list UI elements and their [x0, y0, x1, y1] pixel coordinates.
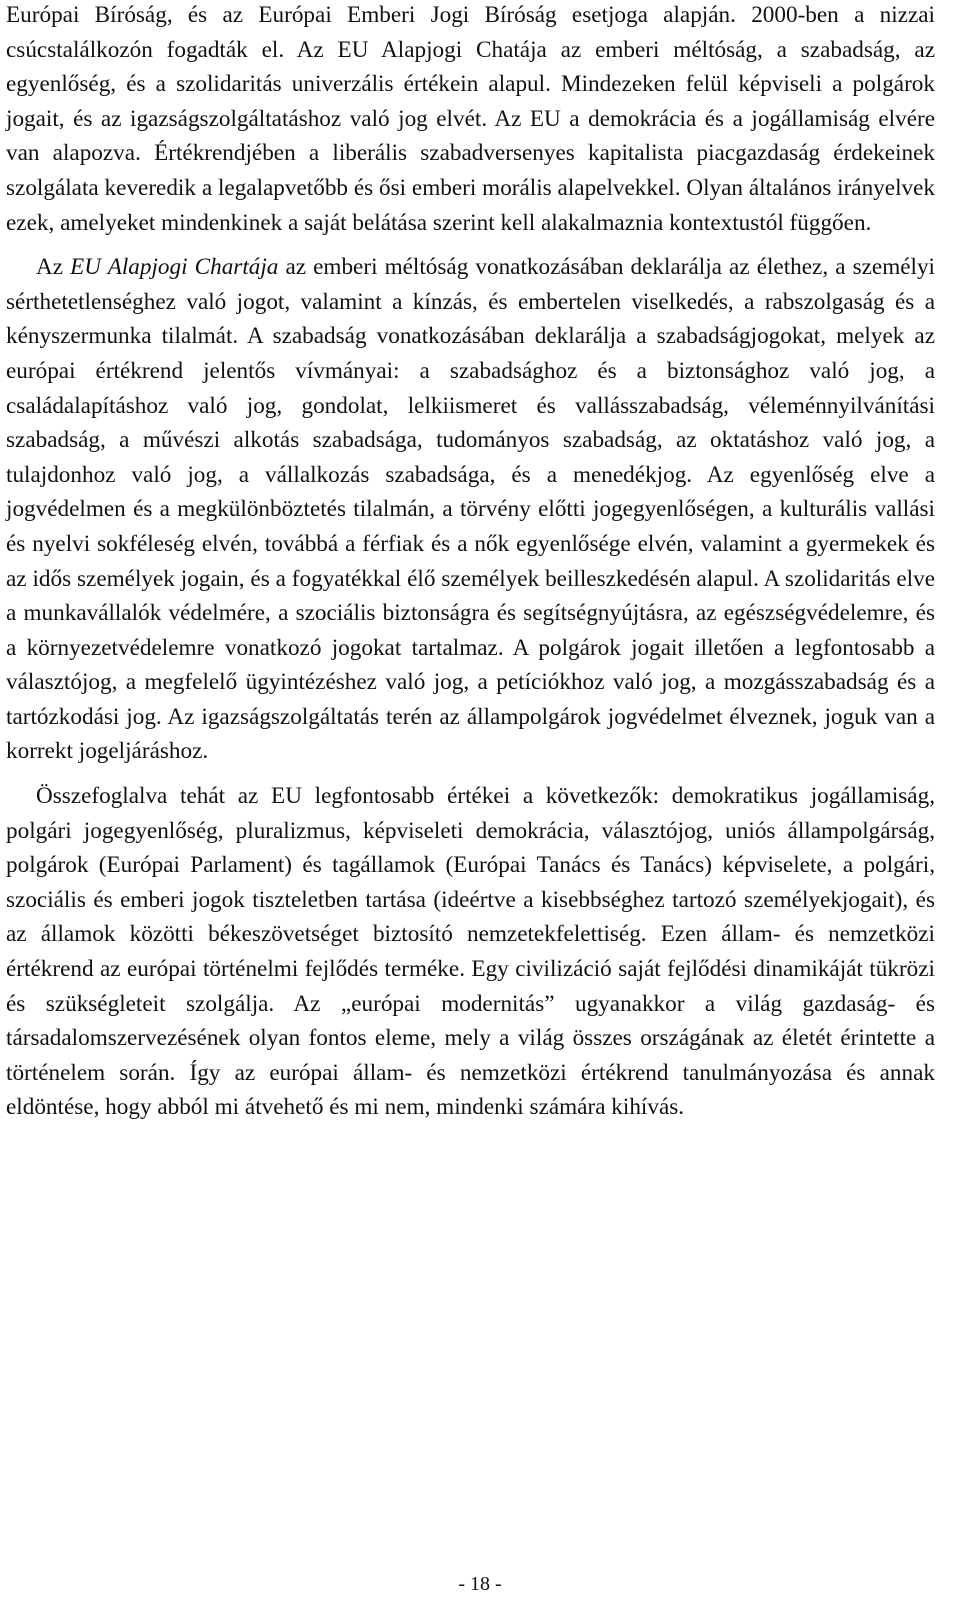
charter-title-italic: EU Alapjogi Chartája: [70, 254, 279, 281]
paragraph-2-prefix: Az: [36, 254, 71, 281]
paragraph-2-text: az emberi méltóság vonatkozásában deklarálja az élethez, a személyi sérthetetlenséghez való jogot, valamint a kínzás, és embertelen viselkedés, a rabszolgaság és a kényszermunka tilalmát. A szabadság vonatkozásában deklarálja a szabadságjogokat, melyek az európai értékrend jelentős vívmányai: a szabadsághoz és a biztonsághoz való jog, a családalapításhoz való jog, gondolat, lelkiismeret és vallásszabadság, véleménnyilvánítási szabadság, a művészi alkotás szabadsága, tudományos szabadság, az oktatáshoz való jog, a tulajdonhoz való jog, a vállalkozás szabadsága, és a menedékjog. Az egyenlőség elve a jogvédelmen és a megkülönböztetés tilalmán, a törvény előtti jogegyenlőségen, a kulturális vallási és nyelvi sokféleség elvén, továbbá a férfiak és a nők egyenlősége elvén, valamint a gyermekek és az idős személyek jogain, és a fogyatékkal élő személyek beilleszkedésén alapul. A szolidaritás elve a munkavállalók védelmére, a szociális biztonságra és segítségnyújtásra, az egészségvédelemre, és a környezetvédelemre vonatkozó jogokat tartalmaz. A polgárok jogait illetően a legfontosabb a választójog, a megfelelő ügyintézéshez való jog, a petíciókhoz való jog, a mozgásszabadság és a tartózkodási jog. Az igazságszolgáltatás terén az állampolgárok jogvédelmet élveznek, joguk van a korrekt jogeljáráshoz.: [6, 254, 935, 765]
page-number: - 18 -: [458, 1573, 502, 1595]
body-text: [6, 0, 935, 1135]
paragraph-3: [6, 779, 935, 1125]
paragraph-3-text: Összefoglalva tehát az EU legfontosabb értékei a következők: demokratikus jogállamiság, polgári jogegyenlőség, pluralizmus, képviseleti demokrácia, választójog, uniós állampolgárság, polgárok (Európai Parlament) és tagállamok (Európai Tanács és Tanács) képviselete, a polgári, szociális és emberi jogok tiszteletben tartása (ideértve a kisebbséghez tartozó személyekjogait), és az államok közötti békeszövetséget biztosító nemzetekfelettiség. Ezen állam- és nemzetközi értékrend az európai történelmi fejlődés terméke. Egy civilizáció saját fejlődési dinamikáját tükrözi és szükségleteit szolgálja. Az „európai modernitás” ugyanakkor a világ gazdaság- és társadalomszervezésének olyan fontos eleme, mely a világ összes országának az életét érintette a történelem során. Így az európai állam- és nemzetközi értékrend tanulmányozása és annak eldöntése, hogy abból mi átvehető és mi nem, mindenki számára kihívás.: [6, 783, 935, 1121]
paragraph-1: [6, 0, 935, 240]
paragraph-1-text: Európai Bíróság, és az Európai Emberi Jogi Bíróság esetjoga alapján. 2000-ben a nizzai csúcstalálkozón fogadták el. Az EU Alapjogi Chatája az emberi méltóság, a szabadság, az egyenlőség, és a szolidaritás univerzális értékein alapul. Mindezeken felül képviseli a polgárok jogait, és az igazságszolgáltatáshoz való jog elvét. Az EU a demokrácia és a jogállamiság elvére van alapozva. Értékrendjében a liberális szabadversenyes kapitalista piacgazdaság érdekeinek szolgálata keveredik a legalapvetőbb és ősi emberi morális alapelvekkel. Olyan általános irányelvek ezek, amelyeket mindenkinek a saját belátása szerint kell alakalmaznia kontextustól függően.: [6, 2, 935, 236]
paragraph-2: [6, 250, 935, 769]
